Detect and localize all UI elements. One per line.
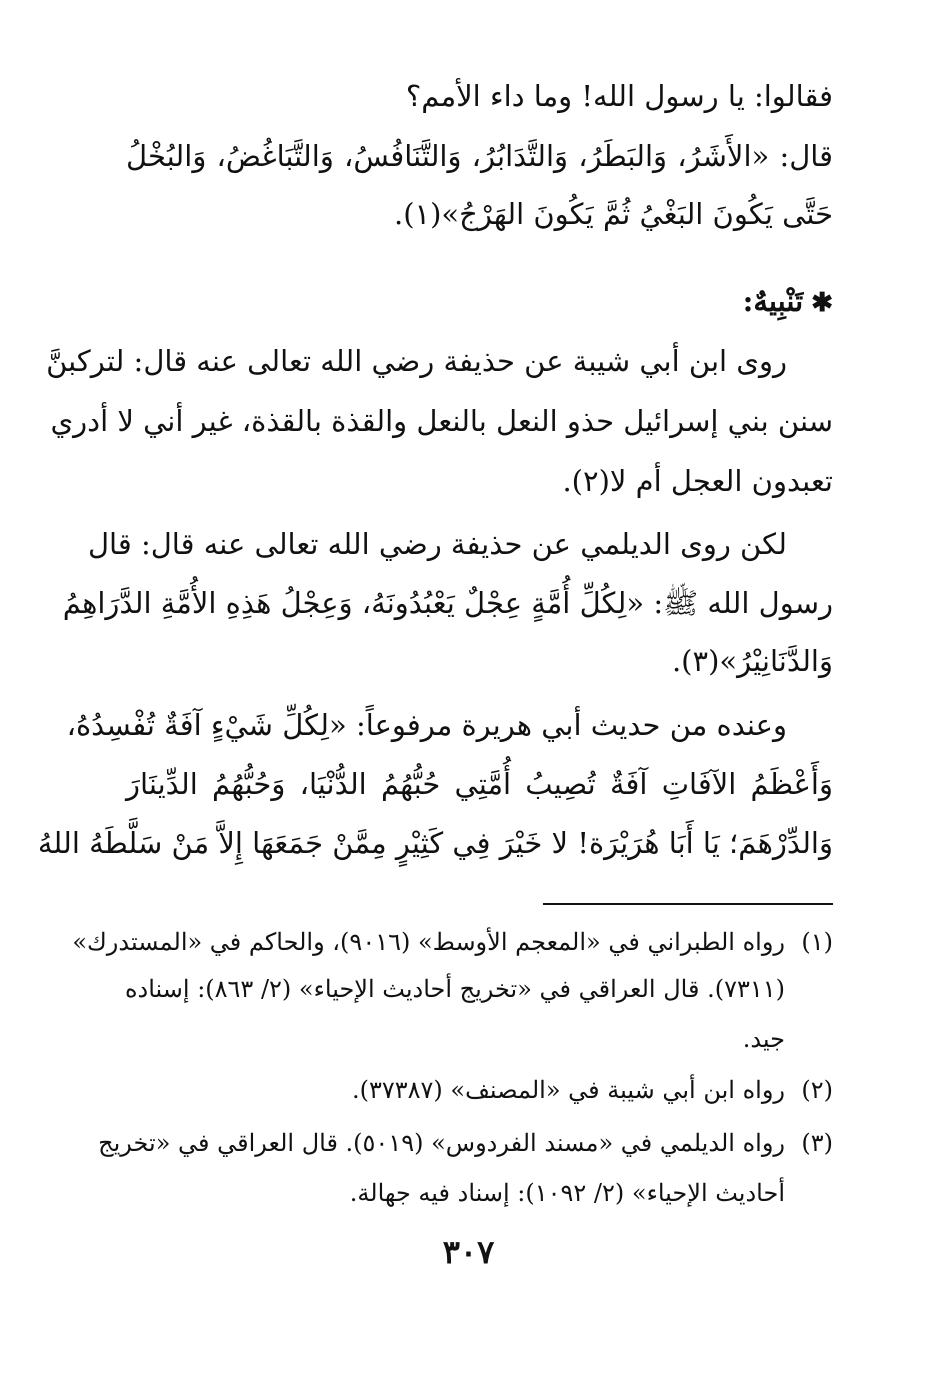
footnote-2-number: (٢) <box>801 1076 833 1104</box>
footnote-1-number: (١) <box>801 928 833 956</box>
body-line-1: فقالوا: يا رسول الله! وما داء الأمم؟ <box>405 79 833 113</box>
body-line-6: سنن بني إسرائيل حذو النعل بالنعل والقذة بالقذة، غير أني لا أدري <box>50 404 833 438</box>
footnote-3-number: (٣) <box>801 1129 833 1157</box>
footnote-1-line-2: (٧٣١١). قال العراقي في «تخريج أحاديث الإحياء» (٢/ ٨٦٣): إسناده <box>124 975 785 1003</box>
asterisk-star-icon: ✱ <box>811 288 833 318</box>
footnote-1-line-1 <box>72 925 833 959</box>
section-heading-text: تَنْبِيهٌ: <box>742 284 804 318</box>
footnote-3-line-2: أحاديث الإحياء» (٢/ ١٠٩٢): إسناد فيه جهالة. <box>349 1179 785 1207</box>
footnote-1-line-3: جيد. <box>742 1025 785 1053</box>
section-heading <box>126 281 833 323</box>
page-number: ٣٠٧ <box>442 1233 495 1271</box>
footnote-3-text-1: رواه الديلمي في «مسند الفردوس» (٥٠١٩). قال العراقي في «تخريج <box>98 1129 785 1157</box>
body-line-5: روى ابن أبي شيبة عن حذيفة رضي الله تعالى عنه قال: لتركبنَّ <box>46 344 787 378</box>
body-line-13: وَالدِّرْهَمَ؛ يَا أَبَا هُرَيْرَة! لا خَيْرَ فِي كَثِيْرٍ مِمَّنْ جَمَعَهَا إِلاَّ مَنْ سَلَّطَهُ اللهُ <box>37 826 833 860</box>
body-line-12: وَأَعْظَمُ الآفَاتِ آفَةٌ تُصِيبُ أُمَّتِي حُبُّهُمُ الدُّنْيَا، وَحُبُّهُمُ الدِّينَارَ <box>126 767 833 801</box>
body-line-2: قال: «الأَشَرُ، وَالبَطَرُ، وَالتَّدَابُرُ، وَالتَّنَافُسُ، وَالتَّبَاغُضُ، وَالبُخْلُ <box>126 139 833 173</box>
footnote-1-text-1: رواه الطبراني في «المعجم الأوسط» (٩٠١٦)، والحاكم في «المستدرك» <box>72 928 785 956</box>
body-line-3: حَتَّى يَكُونَ البَغْيُ ثُمَّ يَكُونَ الهَرْجُ»(١). <box>393 197 833 231</box>
body-line-8: لكن روى الديلمي عن حذيفة رضي الله تعالى عنه قال: قال <box>87 527 787 561</box>
footnote-3-line-1 <box>98 1126 833 1160</box>
footnote-separator <box>543 903 833 905</box>
body-line-11: وعنده من حديث أبي هريرة مرفوعاً: «لِكُلِّ شَيْءٍ آفَةٌ تُفْسِدُهُ، <box>66 708 787 742</box>
footnote-2-text-1: رواه ابن أبي شيبة في «المصنف» (٣٧٣٨٧). <box>351 1076 785 1104</box>
footnote-2-line-1 <box>126 1073 833 1107</box>
body-line-7: تعبدون العجل أم لا(٢). <box>562 464 833 498</box>
body-line-9: رسول الله ﷺ: «لِكُلِّ أُمَّةٍ عِجْلٌ يَعْبُدُونَهُ، وَعِجْلُ هَذِهِ الأُمَّةِ الدَّرَاهِمُ <box>62 586 833 620</box>
body-line-10: وَالدَّنَانِيْرُ»(٣). <box>671 644 833 678</box>
